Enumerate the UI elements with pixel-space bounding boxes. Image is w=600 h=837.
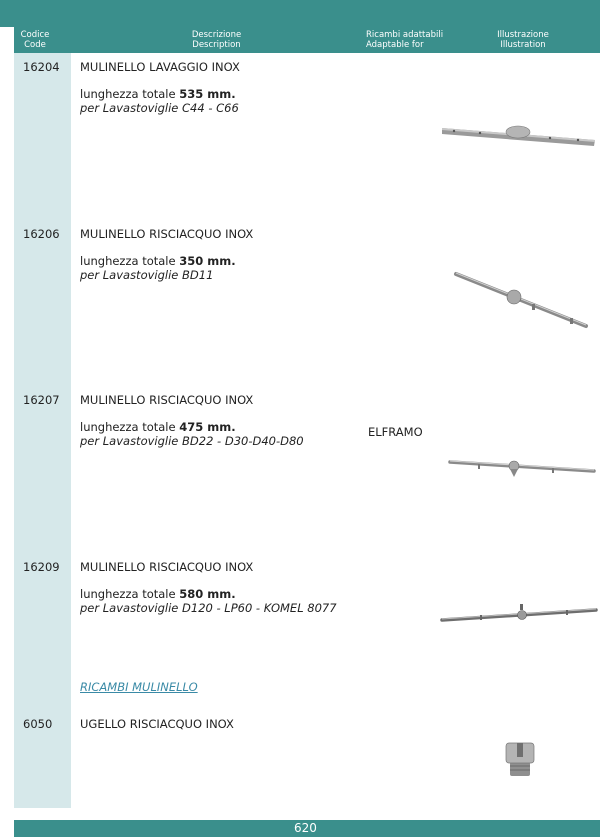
product-length: lunghezza totale 350 mm. — [80, 254, 236, 268]
nozzle-image — [500, 740, 540, 778]
rinse-arm-image — [440, 602, 598, 626]
product-title: MULINELLO RISCIACQUO INOX — [80, 560, 254, 574]
product-compatibility: per Lavastoviglie D120 - LP60 - KOMEL 8077 — [80, 601, 337, 615]
spare-parts-link[interactable]: RICAMBI MULINELLO — [80, 680, 198, 694]
wash-arm-image — [440, 112, 600, 152]
header-code: Codice Code — [20, 30, 50, 50]
header-adaptable: Ricambi adattabili Adaptable for — [366, 30, 444, 50]
product-compatibility: per Lavastoviglie BD11 — [80, 268, 214, 282]
table-header — [14, 27, 600, 53]
product-code: 16204 — [23, 60, 60, 74]
top-bar — [0, 0, 600, 27]
product-code: 6050 — [23, 717, 53, 731]
product-title: MULINELLO RISCIACQUO INOX — [80, 227, 254, 241]
code-column — [14, 53, 71, 808]
product-title: UGELLO RISCIACQUO INOX — [80, 717, 234, 731]
header-description: Descrizione Description — [191, 30, 242, 50]
product-length: lunghezza totale 475 mm. — [80, 420, 236, 434]
product-length: lunghezza totale 580 mm. — [80, 587, 236, 601]
product-compatibility: per Lavastoviglie C44 - C66 — [80, 101, 239, 115]
product-code: 16207 — [23, 393, 60, 407]
rinse-arm-image — [448, 455, 596, 481]
product-length: lunghezza totale 535 mm. — [80, 87, 236, 101]
product-title: MULINELLO LAVAGGIO INOX — [80, 60, 240, 74]
product-compatibility: per Lavastoviglie BD22 - D30-D40-D80 — [80, 434, 304, 448]
product-code: 16209 — [23, 560, 60, 574]
adaptable-brand: ELFRAMO — [368, 425, 423, 439]
rinse-arm-image — [452, 268, 592, 334]
product-code: 16206 — [23, 227, 60, 241]
product-title: MULINELLO RISCIACQUO INOX — [80, 393, 254, 407]
header-illustration: Illustrazione Illustration — [497, 30, 549, 50]
page-number: 620 — [294, 821, 317, 835]
page-footer — [14, 820, 600, 837]
